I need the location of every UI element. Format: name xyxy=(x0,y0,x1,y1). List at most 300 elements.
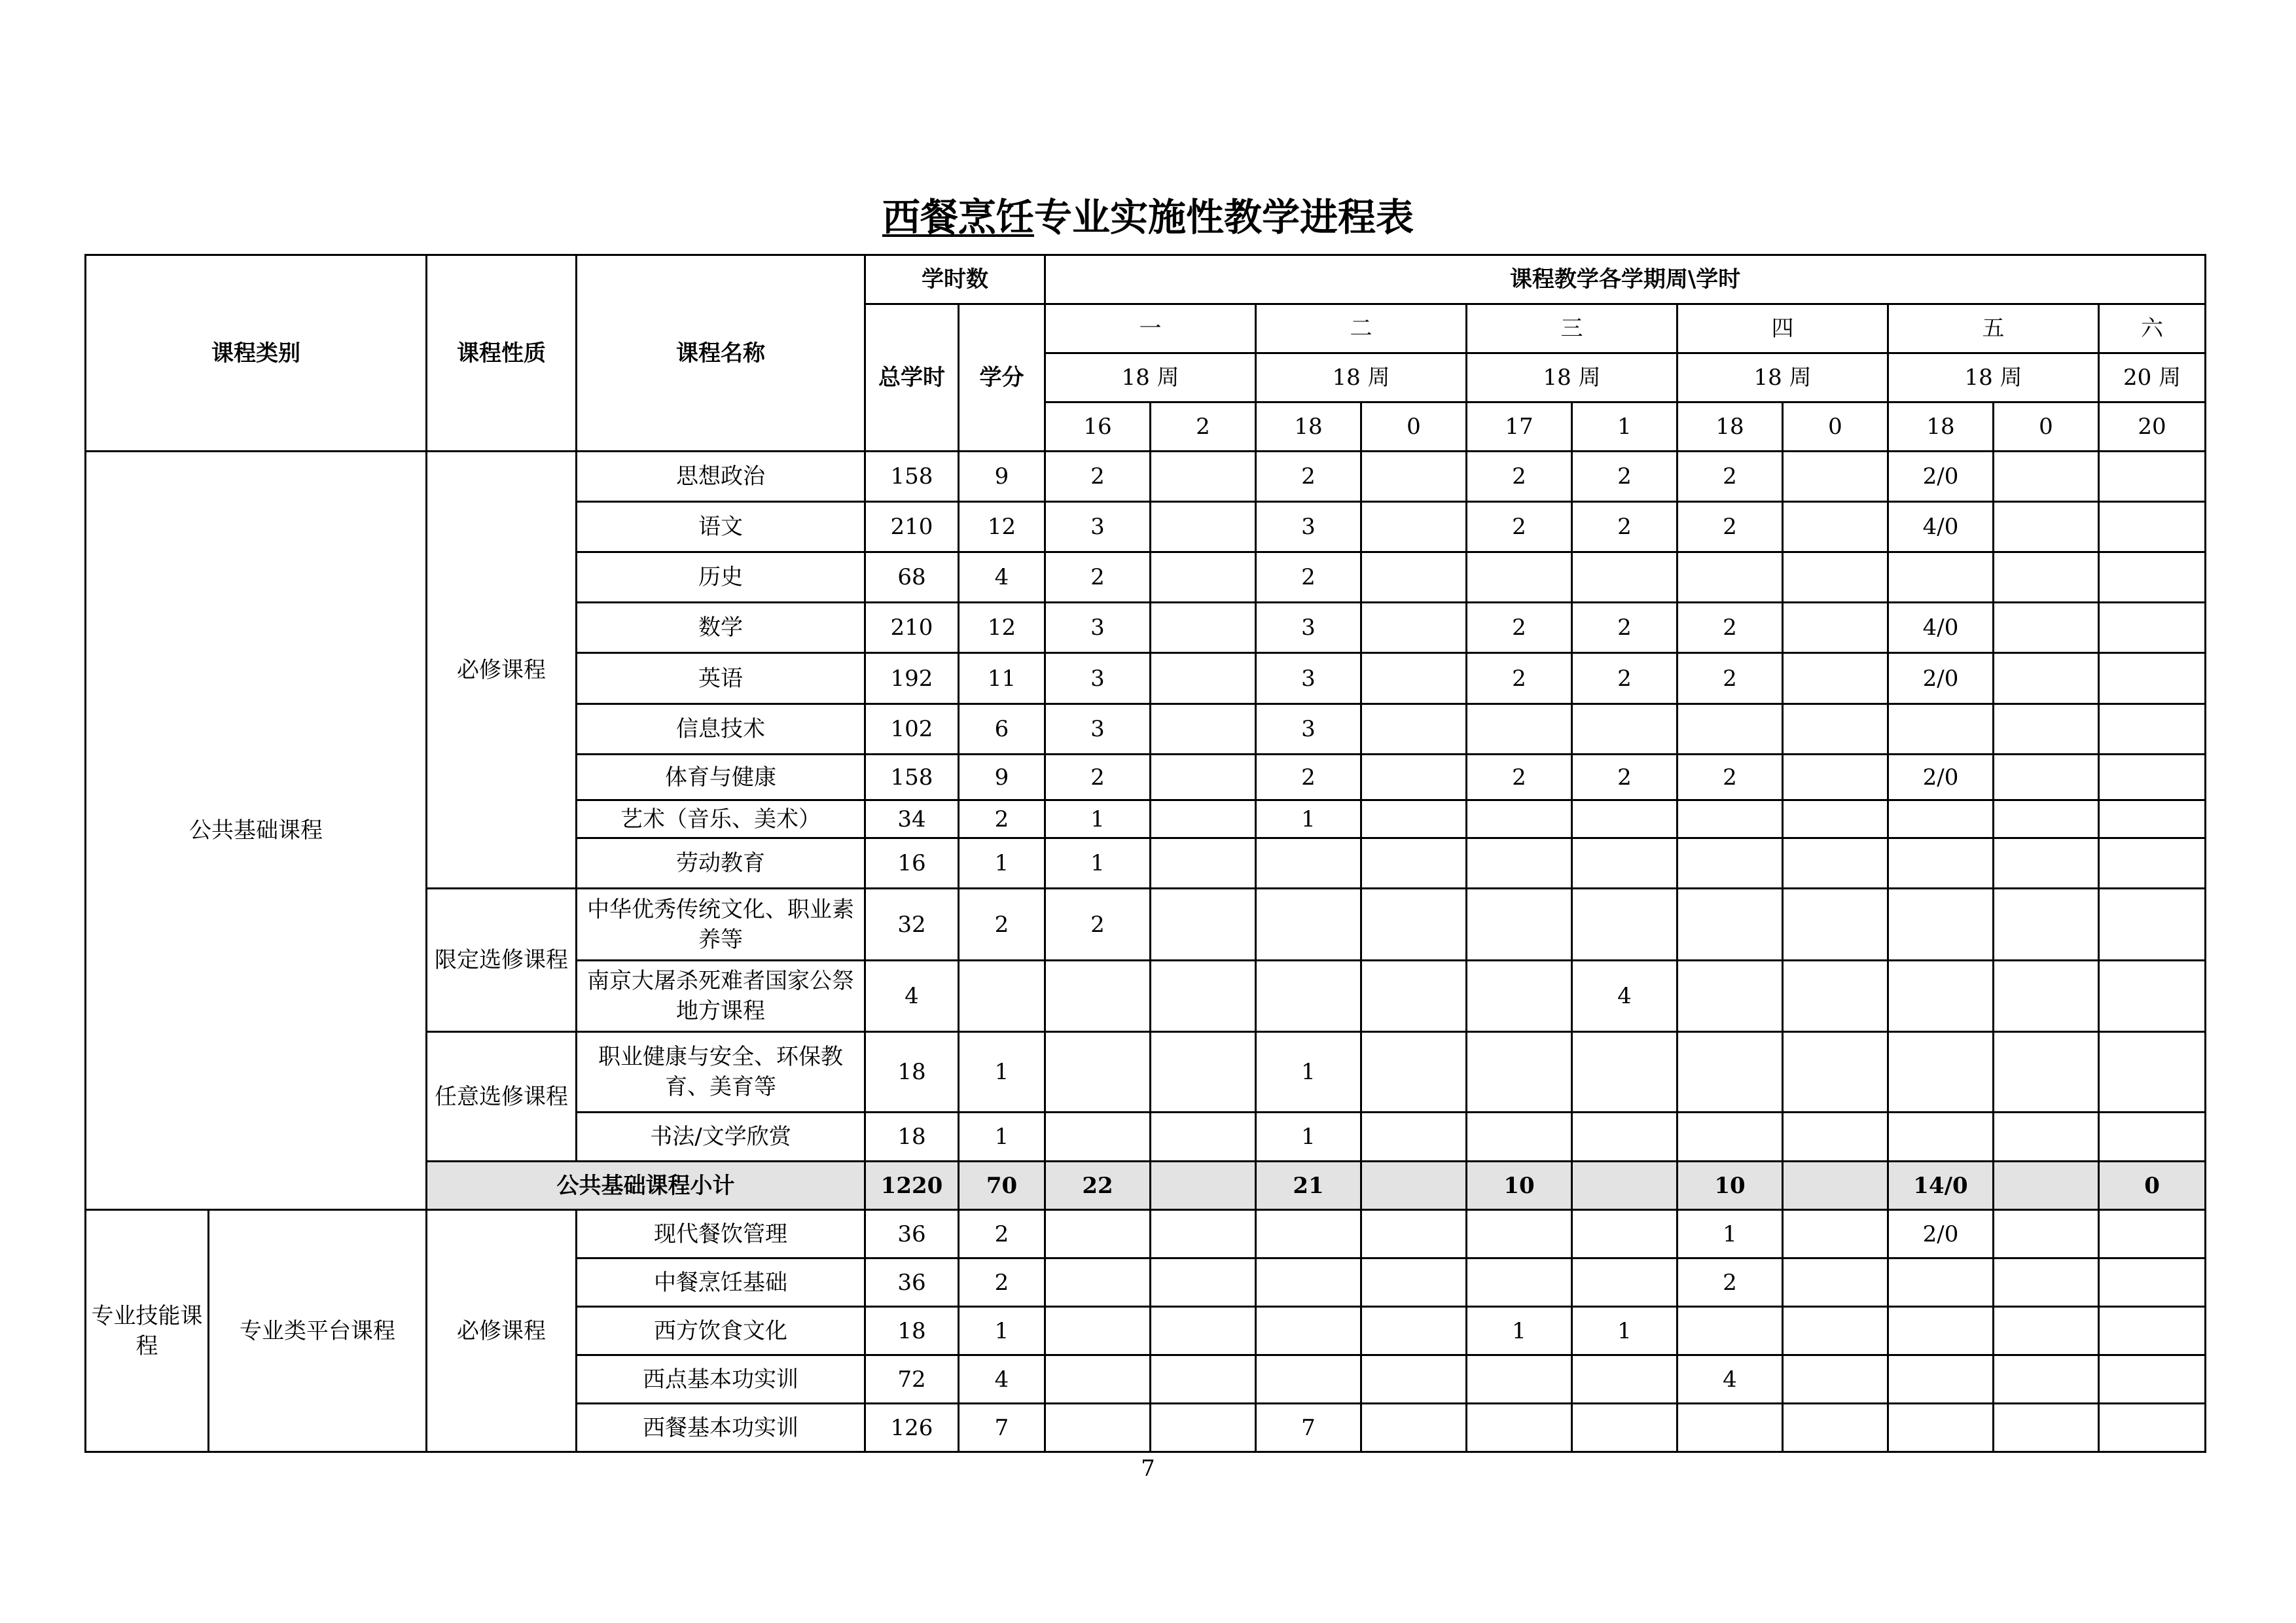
course-name: 中餐烹饪基础 xyxy=(577,1258,865,1307)
schedule-cell xyxy=(1888,1307,1994,1355)
schedule-cell xyxy=(1361,1210,1467,1258)
schedule-cell: 2 xyxy=(1467,755,1572,800)
schedule-cell: 2 xyxy=(1045,552,1151,603)
schedule-cell: 2 xyxy=(1572,755,1677,800)
nature-required: 必修课程 xyxy=(427,1210,577,1452)
course-name: 南京大屠杀死难者国家公祭地方课程 xyxy=(577,961,865,1032)
schedule-cell: 1 xyxy=(1045,800,1151,838)
schedule-cell xyxy=(1256,1210,1361,1258)
header-nature: 课程性质 xyxy=(427,255,577,452)
schedule-cell xyxy=(1151,1258,1256,1307)
schedule-cell xyxy=(1677,1404,1783,1452)
header-credits: 学分 xyxy=(959,304,1045,452)
schedule-cell: 1 xyxy=(1045,838,1151,889)
schedule-cell xyxy=(1572,552,1677,603)
semester-weeks: 18 周 xyxy=(1256,353,1467,402)
schedule-cell: 2 xyxy=(1677,502,1783,552)
schedule-cell xyxy=(1677,800,1783,838)
credits: 11 xyxy=(959,653,1045,704)
total-hours: 72 xyxy=(865,1355,959,1404)
total-hours: 210 xyxy=(865,603,959,653)
schedule-cell: 1 xyxy=(1256,1032,1361,1113)
schedule-cell xyxy=(1888,961,1994,1032)
schedule-cell xyxy=(1467,838,1572,889)
schedule-cell: 4 xyxy=(1572,961,1677,1032)
schedule-cell xyxy=(1361,838,1467,889)
total-hours: 192 xyxy=(865,653,959,704)
course-name: 数学 xyxy=(577,603,865,653)
schedule-cell: 2 xyxy=(1572,502,1677,552)
schedule-cell: 2 xyxy=(1572,452,1677,502)
schedule-cell xyxy=(1151,800,1256,838)
schedule-cell xyxy=(1572,838,1677,889)
schedule-cell xyxy=(1256,961,1361,1032)
semester-weeks: 18 周 xyxy=(1677,353,1888,402)
total-hours: 18 xyxy=(865,1032,959,1113)
schedule-cell: 2 xyxy=(1677,1258,1783,1307)
schedule-cell xyxy=(1888,800,1994,838)
schedule-cell xyxy=(1783,1162,1888,1210)
total-hours: 158 xyxy=(865,755,959,800)
schedule-cell xyxy=(1045,1210,1151,1258)
credits: 70 xyxy=(959,1162,1045,1210)
schedule-cell: 2 xyxy=(1572,653,1677,704)
schedule-cell xyxy=(2099,1210,2206,1258)
schedule-cell: 2 xyxy=(1467,452,1572,502)
schedule-cell: 2/0 xyxy=(1888,653,1994,704)
week-split-cell: 0 xyxy=(1783,402,1888,452)
schedule-cell xyxy=(1783,1355,1888,1404)
credits: 1 xyxy=(959,1113,1045,1162)
total-hours: 18 xyxy=(865,1307,959,1355)
schedule-cell xyxy=(1783,704,1888,755)
course-name: 语文 xyxy=(577,502,865,552)
schedule-cell xyxy=(1361,704,1467,755)
schedule-cell xyxy=(1994,1162,2099,1210)
schedule-cell xyxy=(1783,1113,1888,1162)
category-public: 公共基础课程 xyxy=(86,452,427,1210)
schedule-cell: 3 xyxy=(1256,502,1361,552)
credits: 1 xyxy=(959,838,1045,889)
schedule-cell xyxy=(1361,1355,1467,1404)
schedule-cell xyxy=(1888,1355,1994,1404)
schedule-cell xyxy=(1045,1113,1151,1162)
credits: 12 xyxy=(959,502,1045,552)
schedule-cell: 2 xyxy=(1467,502,1572,552)
course-name: 体育与健康 xyxy=(577,755,865,800)
header-course-name: 课程名称 xyxy=(577,255,865,452)
schedule-cell: 3 xyxy=(1045,704,1151,755)
schedule-cell xyxy=(1994,1113,2099,1162)
credits: 6 xyxy=(959,704,1045,755)
schedule-cell xyxy=(2099,1258,2206,1307)
schedule-cell xyxy=(1256,1258,1361,1307)
schedule-cell xyxy=(1994,452,2099,502)
schedule-cell: 4 xyxy=(1677,1355,1783,1404)
schedule-cell xyxy=(1151,704,1256,755)
schedule-cell xyxy=(1783,961,1888,1032)
schedule-cell xyxy=(2099,1404,2206,1452)
schedule-cell xyxy=(1045,1355,1151,1404)
course-name: 英语 xyxy=(577,653,865,704)
schedule-cell xyxy=(1361,1162,1467,1210)
schedule-cell xyxy=(1783,502,1888,552)
credits: 1 xyxy=(959,1307,1045,1355)
schedule-cell xyxy=(1677,961,1783,1032)
credits: 2 xyxy=(959,1210,1045,1258)
course-name: 劳动教育 xyxy=(577,838,865,889)
schedule-cell xyxy=(1888,1258,1994,1307)
schedule-cell: 2 xyxy=(1677,452,1783,502)
course-name: 西点基本功实训 xyxy=(577,1355,865,1404)
credits: 4 xyxy=(959,552,1045,603)
schedule-cell: 1 xyxy=(1256,800,1361,838)
table-header xyxy=(86,255,2206,452)
total-hours: 210 xyxy=(865,502,959,552)
course-name: 信息技术 xyxy=(577,704,865,755)
page-title xyxy=(0,191,2296,243)
schedule-cell xyxy=(1677,1307,1783,1355)
schedule-cell xyxy=(2099,800,2206,838)
schedule-cell xyxy=(2099,653,2206,704)
schedule-cell xyxy=(1994,502,2099,552)
schedule-cell: 1 xyxy=(1467,1307,1572,1355)
semester-weeks: 18 周 xyxy=(1467,353,1677,402)
schedule-cell xyxy=(1467,1355,1572,1404)
schedule-cell xyxy=(1361,1404,1467,1452)
total-hours: 158 xyxy=(865,452,959,502)
schedule-cell xyxy=(1151,502,1256,552)
schedule-cell: 2 xyxy=(1467,603,1572,653)
schedule-cell xyxy=(1994,1355,2099,1404)
schedule-cell xyxy=(2099,704,2206,755)
schedule-cell xyxy=(1783,838,1888,889)
total-hours: 126 xyxy=(865,1404,959,1452)
schedule-cell xyxy=(1783,1404,1888,1452)
total-hours: 36 xyxy=(865,1258,959,1307)
schedule-cell xyxy=(1361,552,1467,603)
course-name: 西方饮食文化 xyxy=(577,1307,865,1355)
credits: 12 xyxy=(959,603,1045,653)
schedule-cell xyxy=(1361,1113,1467,1162)
schedule-cell xyxy=(1361,653,1467,704)
schedule-cell: 2 xyxy=(1572,603,1677,653)
schedule-cell: 10 xyxy=(1677,1162,1783,1210)
category-professional: 专业技能课程 xyxy=(86,1210,209,1452)
schedule-cell xyxy=(1572,1162,1677,1210)
credits: 9 xyxy=(959,452,1045,502)
schedule-cell xyxy=(1045,1032,1151,1113)
schedule-cell xyxy=(1256,1355,1361,1404)
semester-header: 六 xyxy=(2099,304,2206,353)
course-name: 中华优秀传统文化、职业素养等 xyxy=(577,889,865,961)
course-name: 职业健康与安全、环保教育、美育等 xyxy=(577,1032,865,1113)
credits: 2 xyxy=(959,1258,1045,1307)
schedule-cell: 2 xyxy=(1677,755,1783,800)
nature-required: 必修课程 xyxy=(427,452,577,889)
schedule-cell: 4/0 xyxy=(1888,603,1994,653)
course-name: 历史 xyxy=(577,552,865,603)
schedule-cell xyxy=(1151,755,1256,800)
nature-limited-elective: 限定选修课程 xyxy=(427,889,577,1032)
schedule-cell: 3 xyxy=(1256,704,1361,755)
week-split-cell: 18 xyxy=(1256,402,1361,452)
schedule-cell xyxy=(1467,1258,1572,1307)
schedule-cell xyxy=(1994,1258,2099,1307)
schedule-cell xyxy=(2099,1032,2206,1113)
schedule-cell xyxy=(1467,800,1572,838)
schedule-cell: 10 xyxy=(1467,1162,1572,1210)
schedule-cell xyxy=(2099,1113,2206,1162)
week-split-cell: 16 xyxy=(1045,402,1151,452)
total-hours: 34 xyxy=(865,800,959,838)
schedule-cell xyxy=(1994,1307,2099,1355)
schedule-cell: 7 xyxy=(1256,1404,1361,1452)
week-split-cell: 2 xyxy=(1151,402,1256,452)
course-name: 思想政治 xyxy=(577,452,865,502)
table-row xyxy=(86,452,2206,502)
schedule-cell xyxy=(1045,1307,1151,1355)
schedule-cell xyxy=(1888,1032,1994,1113)
schedule-cell xyxy=(1361,502,1467,552)
credits: 1 xyxy=(959,1032,1045,1113)
schedule-cell xyxy=(2099,452,2206,502)
schedule-cell xyxy=(1677,704,1783,755)
schedule-cell xyxy=(1151,452,1256,502)
schedule-cell xyxy=(2099,603,2206,653)
schedule-cell xyxy=(1361,603,1467,653)
schedule-cell xyxy=(1467,1210,1572,1258)
schedule-cell xyxy=(1361,755,1467,800)
schedule-cell xyxy=(1994,1404,2099,1452)
schedule-cell xyxy=(1783,1258,1888,1307)
schedule-cell: 2 xyxy=(1045,755,1151,800)
schedule-cell: 3 xyxy=(1045,502,1151,552)
schedule-cell xyxy=(1151,552,1256,603)
schedule-cell xyxy=(1783,889,1888,961)
schedule-cell xyxy=(1783,653,1888,704)
schedule-cell: 4/0 xyxy=(1888,502,1994,552)
schedule-cell xyxy=(1994,603,2099,653)
schedule-cell xyxy=(1994,800,2099,838)
schedule-cell: 2 xyxy=(1256,755,1361,800)
schedule-cell: 2 xyxy=(1045,452,1151,502)
total-hours: 102 xyxy=(865,704,959,755)
schedule-cell xyxy=(1467,889,1572,961)
schedule-cell xyxy=(1151,1404,1256,1452)
schedule-cell xyxy=(1361,1258,1467,1307)
schedule-cell xyxy=(1361,889,1467,961)
schedule-cell xyxy=(1467,704,1572,755)
semester-weeks: 18 周 xyxy=(1045,353,1256,402)
credits: 2 xyxy=(959,800,1045,838)
schedule-cell xyxy=(1994,961,2099,1032)
total-hours: 4 xyxy=(865,961,959,1032)
schedule-cell xyxy=(1994,889,2099,961)
semester-weeks: 20 周 xyxy=(2099,353,2206,402)
schedule-cell xyxy=(2099,755,2206,800)
header-schedule-group: 课程教学各学期周\学时 xyxy=(1045,255,2206,304)
schedule-cell xyxy=(1783,1307,1888,1355)
schedule-cell xyxy=(1783,1210,1888,1258)
header-total-hours: 总学时 xyxy=(865,304,959,452)
schedule-cell: 3 xyxy=(1045,603,1151,653)
schedule-cell: 2 xyxy=(1045,889,1151,961)
schedule-cell xyxy=(1361,452,1467,502)
schedule-cell xyxy=(1467,961,1572,1032)
course-name: 现代餐饮管理 xyxy=(577,1210,865,1258)
semester-weeks: 18 周 xyxy=(1888,353,2099,402)
schedule-cell xyxy=(1467,1404,1572,1452)
schedule-cell xyxy=(1994,653,2099,704)
page-number: 7 xyxy=(1141,1455,1155,1482)
schedule-cell xyxy=(1151,889,1256,961)
schedule-cell: 2/0 xyxy=(1888,1210,1994,1258)
schedule-cell xyxy=(1677,1113,1783,1162)
schedule-cell xyxy=(1783,755,1888,800)
credits xyxy=(959,961,1045,1032)
schedule-cell xyxy=(1151,961,1256,1032)
schedule-cell: 2 xyxy=(1677,653,1783,704)
course-name: 西餐基本功实训 xyxy=(577,1404,865,1452)
credits: 4 xyxy=(959,1355,1045,1404)
schedule-cell xyxy=(1151,1210,1256,1258)
schedule-cell: 1 xyxy=(1677,1210,1783,1258)
schedule-cell xyxy=(1572,1113,1677,1162)
schedule-cell xyxy=(1572,704,1677,755)
schedule-cell xyxy=(2099,961,2206,1032)
schedule-cell xyxy=(1994,838,2099,889)
schedule-cell xyxy=(1151,653,1256,704)
schedule-cell: 0 xyxy=(2099,1162,2206,1210)
schedule-cell xyxy=(1783,603,1888,653)
schedule-cell xyxy=(1151,1355,1256,1404)
schedule-cell xyxy=(1045,961,1151,1032)
schedule-cell xyxy=(2099,1355,2206,1404)
schedule-cell: 2/0 xyxy=(1888,755,1994,800)
week-split-cell: 1 xyxy=(1572,402,1677,452)
schedule-cell: 2 xyxy=(1467,653,1572,704)
semester-header: 五 xyxy=(1888,304,2099,353)
table-body xyxy=(86,452,2206,1452)
schedule-cell xyxy=(1888,889,1994,961)
schedule-cell xyxy=(1151,838,1256,889)
week-split-cell: 0 xyxy=(1994,402,2099,452)
schedule-cell xyxy=(1994,552,2099,603)
schedule-cell xyxy=(1572,1404,1677,1452)
semester-header: 二 xyxy=(1256,304,1467,353)
schedule-cell xyxy=(1256,889,1361,961)
schedule-cell xyxy=(1888,704,1994,755)
nature-optional-elective: 任意选修课程 xyxy=(427,1032,577,1162)
schedule-cell xyxy=(1994,704,2099,755)
schedule-cell xyxy=(2099,502,2206,552)
schedule-cell: 1 xyxy=(1256,1113,1361,1162)
course-name: 艺术（音乐、美术） xyxy=(577,800,865,838)
total-hours: 18 xyxy=(865,1113,959,1162)
schedule-cell xyxy=(1572,1210,1677,1258)
schedule-cell xyxy=(1151,603,1256,653)
schedule-cell xyxy=(1677,552,1783,603)
schedule-cell xyxy=(1361,800,1467,838)
semester-header: 四 xyxy=(1677,304,1888,353)
schedule-cell xyxy=(1151,1162,1256,1210)
schedule-cell: 3 xyxy=(1256,603,1361,653)
semester-header: 三 xyxy=(1467,304,1677,353)
title-rest: 专业实施性教学进程表 xyxy=(1034,195,1414,240)
schedule-cell xyxy=(2099,889,2206,961)
schedule-cell xyxy=(1783,800,1888,838)
schedule-cell xyxy=(1256,1307,1361,1355)
schedule-cell xyxy=(2099,552,2206,603)
schedule-cell xyxy=(1888,1404,1994,1452)
schedule-cell xyxy=(1888,1113,1994,1162)
total-hours: 36 xyxy=(865,1210,959,1258)
schedule-cell xyxy=(1572,1258,1677,1307)
schedule-cell xyxy=(1151,1307,1256,1355)
schedule-cell xyxy=(1994,1032,2099,1113)
platform-courses: 专业类平台课程 xyxy=(209,1210,427,1452)
credits: 2 xyxy=(959,889,1045,961)
schedule-cell: 2/0 xyxy=(1888,452,1994,502)
schedule-cell xyxy=(1677,838,1783,889)
week-split-cell: 18 xyxy=(1888,402,1994,452)
schedule-cell xyxy=(1572,889,1677,961)
schedule-cell xyxy=(1994,755,2099,800)
schedule-cell: 14/0 xyxy=(1888,1162,1994,1210)
schedule-cell xyxy=(1888,552,1994,603)
total-hours: 32 xyxy=(865,889,959,961)
schedule-cell xyxy=(1151,1032,1256,1113)
schedule-cell xyxy=(1572,1032,1677,1113)
teaching-plan-table xyxy=(84,254,2206,1453)
schedule-cell xyxy=(1361,1307,1467,1355)
schedule-cell xyxy=(1572,1355,1677,1404)
schedule-cell xyxy=(1361,961,1467,1032)
schedule-cell xyxy=(1677,1032,1783,1113)
schedule-cell xyxy=(2099,838,2206,889)
table-row xyxy=(86,1210,2206,1258)
total-hours: 1220 xyxy=(865,1162,959,1210)
schedule-cell: 2 xyxy=(1256,452,1361,502)
schedule-cell xyxy=(1677,889,1783,961)
schedule-cell xyxy=(2099,1307,2206,1355)
schedule-cell xyxy=(1361,1032,1467,1113)
schedule-cell xyxy=(1151,1113,1256,1162)
credits: 7 xyxy=(959,1404,1045,1452)
schedule-cell: 22 xyxy=(1045,1162,1151,1210)
week-split-cell: 18 xyxy=(1677,402,1783,452)
week-split-cell: 0 xyxy=(1361,402,1467,452)
subtotal-label: 公共基础课程小计 xyxy=(427,1162,865,1210)
semester-header: 一 xyxy=(1045,304,1256,353)
schedule-cell xyxy=(1783,452,1888,502)
credits: 9 xyxy=(959,755,1045,800)
schedule-cell xyxy=(1045,1404,1151,1452)
total-hours: 68 xyxy=(865,552,959,603)
schedule-cell xyxy=(1888,838,1994,889)
total-hours: 16 xyxy=(865,838,959,889)
schedule-cell xyxy=(1467,1113,1572,1162)
week-split-cell: 17 xyxy=(1467,402,1572,452)
course-name: 书法/文学欣赏 xyxy=(577,1113,865,1162)
schedule-cell xyxy=(1572,800,1677,838)
title-underlined: 西餐烹饪 xyxy=(882,195,1034,240)
schedule-cell: 2 xyxy=(1677,603,1783,653)
header-hours-group: 学时数 xyxy=(865,255,1045,304)
schedule-cell: 3 xyxy=(1256,653,1361,704)
schedule-cell xyxy=(1256,838,1361,889)
